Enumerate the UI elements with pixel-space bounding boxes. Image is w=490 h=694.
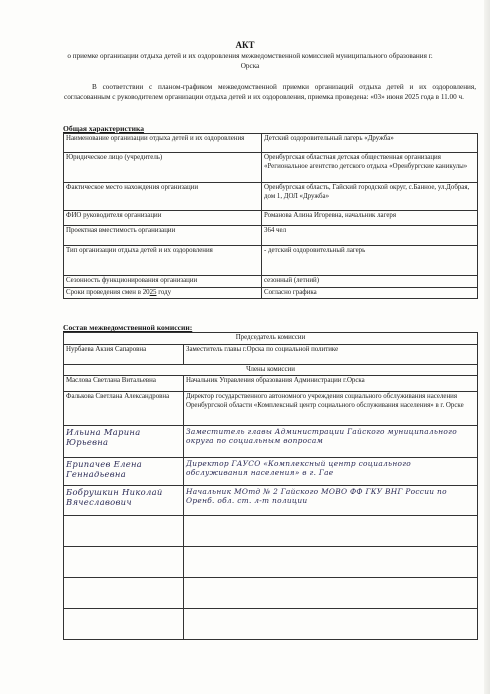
general-label: ФИО руководителя организации [64,211,262,226]
empty-cell [64,547,184,578]
general-row [64,226,478,246]
shifts-value: Согласно графика [262,287,478,299]
member-position: Директор государственного автономного учреждения социального обслуживания населения Оренбургской области «Комплексный центр социального обслуживания населения» в г. Орске [184,392,478,426]
member-name: Фалькова Светлана Александровна [64,392,184,426]
general-row [64,246,478,276]
general-row [64,276,478,288]
general-table [63,133,478,299]
shifts-label-post: году [158,288,172,296]
chair-header-row [64,333,478,345]
general-heading: Общая характеристика [63,124,145,133]
general-row-shifts [64,287,478,299]
general-label: Фактическое место нахождения организации [64,183,262,211]
general-row [64,183,478,211]
general-value: Детский оздоровительный лагерь «Дружба» [262,134,478,153]
shifts-year: 25 [149,288,157,296]
member-row [64,392,478,426]
empty-row [64,578,478,609]
shifts-label [64,287,262,299]
member-position: Начальник МОтд № 2 Гайского МОВО ФФ ГКУ ВНГ России по Оренб. обл. ст. л-т полиции [184,486,478,516]
empty-cell [184,578,478,609]
general-label: Сезонность функционирования организации [64,276,262,288]
general-label: Проектная вместимость организации [64,226,262,246]
scan-edge [484,0,490,694]
member-position: Заместитель главы Администрации Гайского муниципального округа по социальным вопросам [184,426,478,458]
member-name: Ерипачев Елена Геннадьевна [64,458,184,486]
general-label: Юридическое лицо (учредитель) [64,153,262,183]
member-row-handwritten [64,458,478,486]
member-row-handwritten [64,426,478,458]
chair-row [64,344,478,364]
members-header: Члены комиссии [64,364,478,376]
member-row-handwritten [64,486,478,516]
general-value: Оренбургская область, Гайский городской округ, с.Банное, ул.Добрая, дом 1, ДОЛ «Дружба» [262,183,478,211]
general-value: 364 чел [262,226,478,246]
general-value: - детский оздоровительный лагерь [262,246,478,276]
general-value: Романова Алина Игоревна, начальник лагеря [262,211,478,226]
empty-row [64,609,478,640]
general-label: Наименование организации отдыха детей и их оздоровления [64,134,262,153]
chair-header: Председатель комиссии [64,333,478,345]
member-name: Бобрушкин Николай Вячеславович [64,486,184,516]
shifts-label-pre: Сроки проведения смен в 20 [66,288,150,296]
empty-cell [64,578,184,609]
commission-heading: Состав межведомственной комиссии: [63,323,193,332]
member-name: Ильина Марина Юрьевна [64,426,184,458]
general-row [64,153,478,183]
general-value: сезонный (летний) [262,276,478,288]
member-position: Заместитель главы г.Орска по социальной политике [184,344,478,364]
general-label: Тип организации отдыха детей и их оздоровления [64,246,262,276]
general-row [64,134,478,153]
act-subtitle: о приемке организации отдыха детей и их оздоровления межведомственной комиссией муниципального образования г. Орска [67,52,433,70]
member-name: Маслова Светлана Витальевна [64,376,184,392]
empty-cell [64,609,184,640]
member-position: Начальник Управления образования Администрации г.Орска [184,376,478,392]
empty-cell [64,516,184,547]
commission-table [63,332,478,640]
member-row [64,376,478,392]
empty-cell [184,609,478,640]
empty-row [64,547,478,578]
member-position: Директор ГАУСО «Комплексный центр социального обслуживания населения» в г. Гае [184,458,478,486]
act-title: АКТ [235,40,255,50]
general-value: Оренбургская областная детская общественная организация «Региональное агентство детского отдыха «Оренбургские каникулы» [262,153,478,183]
act-intro: В соответствии с планом-графиком межведомственной приемки организаций отдыха детей и их оздоровления, согласованным с руководителем организации отдыха детей и их оздоровления, приемка проведена: «03» июня 2025 года в 11.00 ч. [64,83,476,101]
member-name: Нурбаева Акзия Сапаровна [64,344,184,364]
empty-cell [184,547,478,578]
empty-row [64,516,478,547]
members-header-row [64,364,478,376]
general-row [64,211,478,226]
empty-cell [184,516,478,547]
